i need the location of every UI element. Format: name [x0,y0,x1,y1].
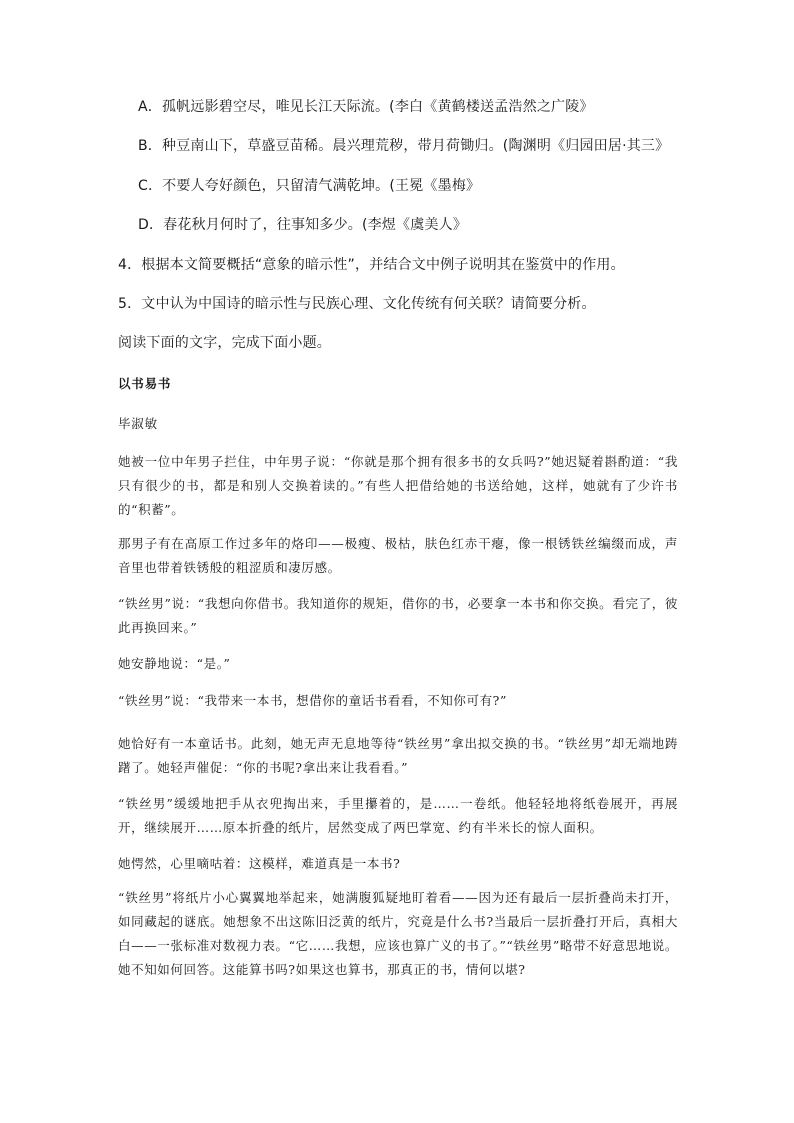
option-c: C．不要人夸好颜色，只留清气满乾坤。(王冕《墨梅》 [138,178,481,194]
story-paragraph-6: 她恰好有一本童话书。此刻，她无声无息地等待“铁丝男”拿出拟交换的书。“铁丝男”却无端地踌躇了。她轻声催促：“你的书呢?拿出来让我看看。” [118,736,678,775]
option-b: B．种豆南山下，草盛豆苗稀。晨兴理荒秽，带月荷锄归。(陶渊明《归园田居·其三》 [138,138,670,154]
story-paragraph-3: “铁丝男”说：“我想向你借书。我知道你的规矩，借你的书，必要拿一本书和你交换。看完了，彼此再换回来。” [118,596,678,635]
story-paragraph-9: “铁丝男”将纸片小心翼翼地举起来，她满腹狐疑地盯着看——因为还有最后一层折叠尚未打开，如同藏起的谜底。她想象不出这陈旧泛黄的纸片，究竟是什么书?当最后一层折叠打开后，真相大白——一张标准对数视力表。“它……我想，应该也算广义的书了。”“铁丝男”略带不好意思地说。她不知如何回答。这能算书吗?如果这也算书，那真正的书，情何以堪? [118,890,678,977]
question-4: 4．根据本文简要概括“意象的暗示性”，并结合文中例子说明其在鉴赏中的作用。 [118,257,625,273]
story-author: 毕淑敏 [118,416,158,431]
story-paragraph-8: 她愕然，心里嘀咕着：这模样，难道真是一本书? [118,856,401,871]
story-paragraph-4: 她安静地说：“是。” [118,656,231,671]
reading-instruction: 阅读下面的文字，完成下面小题。 [118,335,331,351]
option-d: D．春花秋月何时了，往事知多少。(李煜《虞美人》 [138,217,468,233]
question-5: 5．文中认为中国诗的暗示性与民族心理、文化传统有何关联？请简要分析。 [118,296,596,312]
story-paragraph-2: 那男子有在高原工作过多年的烙印——极瘦、极枯，肤色红赤干瘪，像一根锈铁丝编缀而成，声音里也带着铁锈般的粗涩质和凄厉感。 [118,536,678,575]
story-title: 以书易书 [118,376,172,391]
option-a: A．孤帆远影碧空尽，唯见长江天际流。(李白《黄鹤楼送孟浩然之广陵》 [138,99,594,115]
story-paragraph-7: “铁丝男”缓缓地把手从衣兜掏出来，手里攥着的，是……一卷纸。他轻轻地将纸卷展开，再展开，继续展开……原本折叠的纸片，居然变成了两巴掌宽、约有半米长的惊人面积。 [118,796,678,835]
story-paragraph-1: 她被一位中年男子拦住，中年男子说：“你就是那个拥有很多书的女兵吗?”她迟疑着斟酌道：“我只有很少的书，都是和别人交换着读的。”有些人把借给她的书送给她，这样，她就有了少许书的“积蓄”。 [118,454,678,517]
story-paragraph-5: “铁丝男”说：“我带来一本书，想借你的童话书看看，不知你可有?” [118,693,507,708]
